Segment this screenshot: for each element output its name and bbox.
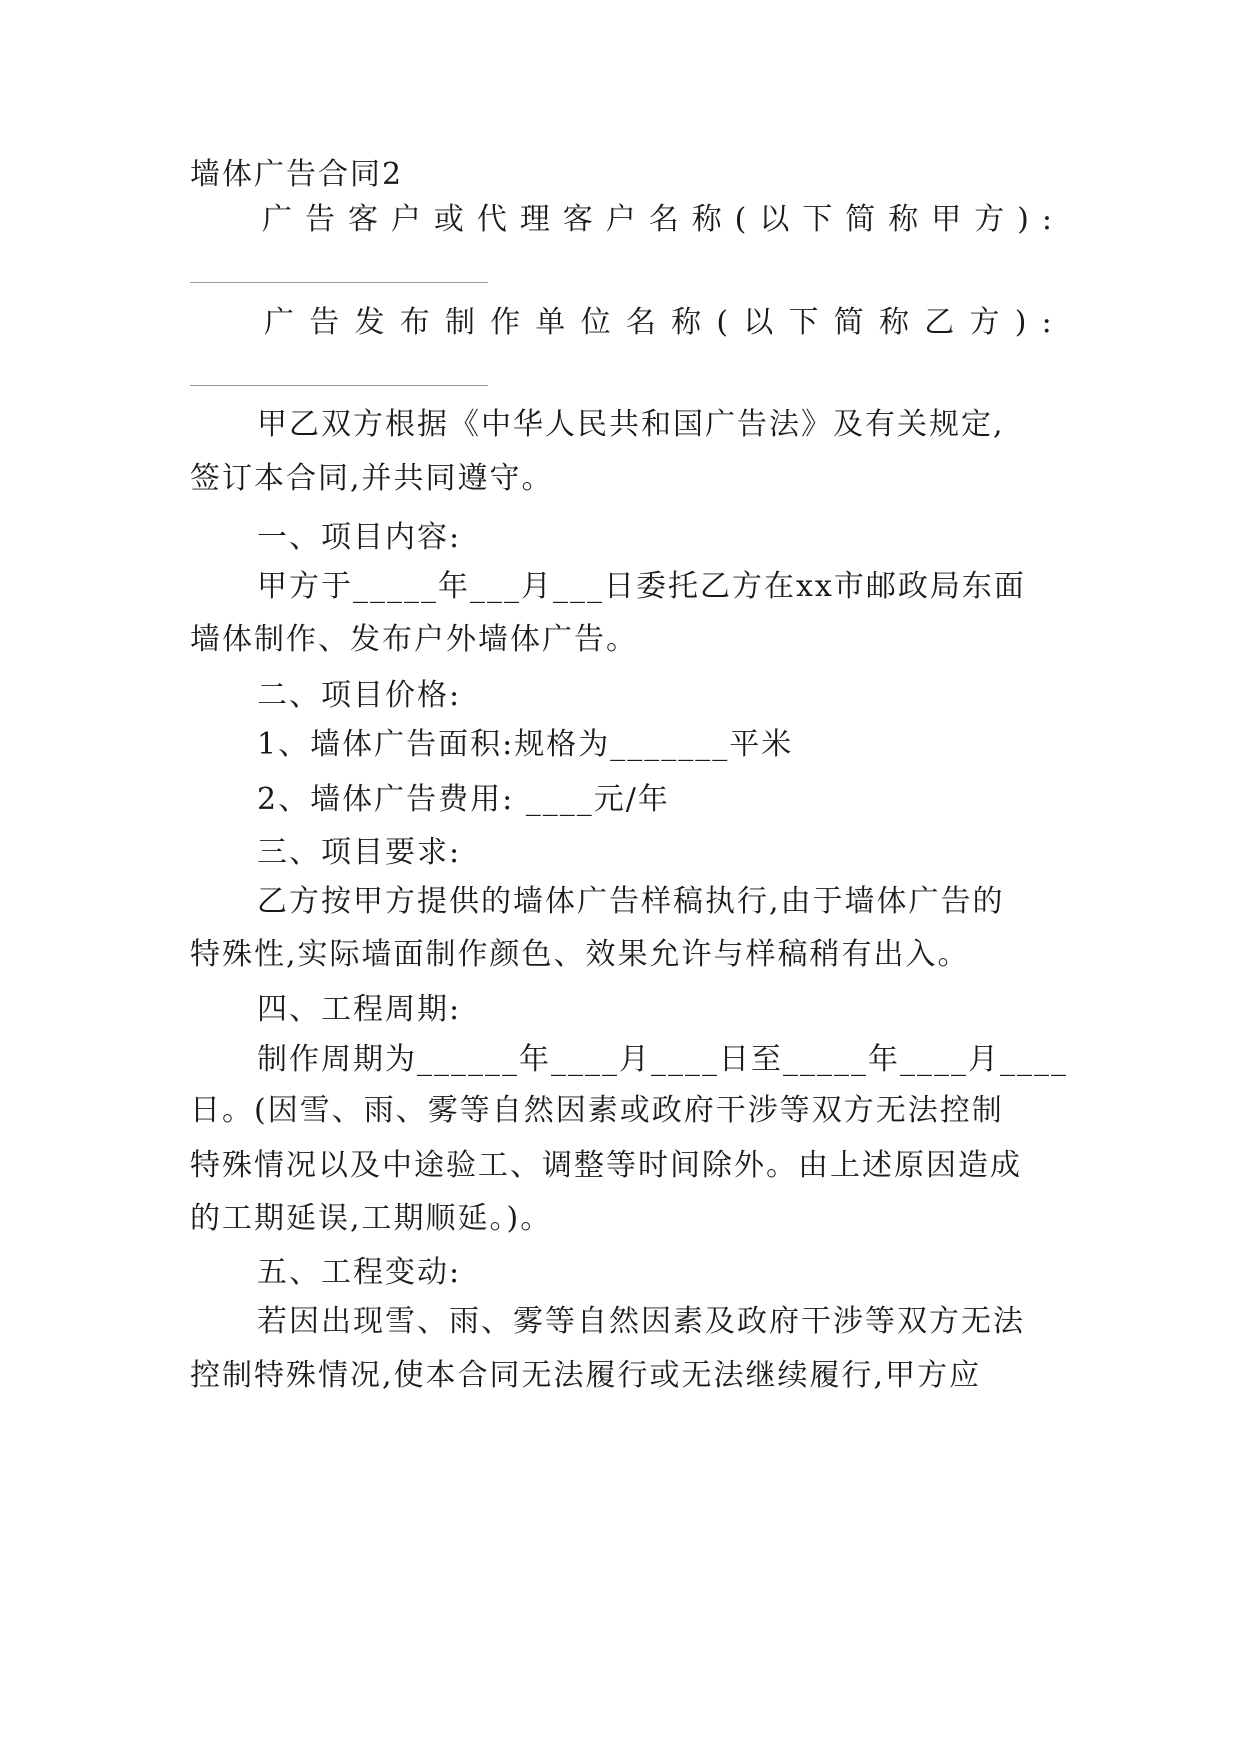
- label-char: 方: [974, 202, 1005, 237]
- body-line: 乙方按甲方提供的墙体广告样稿执行,由于墙体广告的: [257, 884, 1005, 919]
- label-char: ): [1014, 305, 1027, 340]
- label-char: 广: [264, 305, 294, 340]
- label-char: 简: [845, 202, 876, 237]
- section-heading: 三、项目要求:: [257, 835, 462, 870]
- body-line: 甲方于_____年___月___日委托乙方在xx市邮政局东面: [257, 569, 1026, 604]
- body-line: 制作周期为______年____月____日至_____年____月____: [257, 1042, 1068, 1077]
- label-char: 方: [969, 305, 1000, 340]
- body-line: 控制特殊情况,使本合同无法履行或无法继续履行,甲方应: [190, 1358, 982, 1393]
- label-char: 户: [605, 202, 636, 237]
- body-line: 特殊情况以及中途验工、调整等时间除外。由上述原因造成: [190, 1148, 1022, 1183]
- label-char: :: [1041, 202, 1052, 237]
- label-char: 单: [535, 305, 566, 340]
- section-heading: 二、项目价格:: [257, 678, 462, 713]
- label-char: 名: [625, 305, 656, 340]
- label-char: 甲: [931, 202, 962, 237]
- label-char: 位: [580, 305, 611, 340]
- document-title: 墙体广告合同2: [190, 157, 404, 192]
- label-char: 称: [888, 202, 919, 237]
- body-line: 日。(因雪、雨、雾等自然因素或政府干涉等双方无法控制: [190, 1093, 1004, 1128]
- label-char: 乙: [924, 305, 955, 340]
- label-char: (: [716, 305, 729, 340]
- label-char: 名: [648, 202, 679, 237]
- party-a-label: [262, 200, 1052, 240]
- body-line: 2、墙体广告费用: ____元/年: [257, 782, 670, 817]
- body-line: 若因出现雪、雨、雾等自然因素及政府干涉等双方无法: [257, 1304, 1025, 1339]
- label-char: 作: [490, 305, 521, 340]
- label-char: 下: [788, 305, 819, 340]
- label-char: 制: [444, 305, 475, 340]
- label-char: 告: [309, 305, 340, 340]
- label-char: ): [1017, 202, 1029, 237]
- section-heading: 四、工程周期:: [257, 992, 462, 1027]
- section-heading: 一、项目内容:: [257, 520, 462, 555]
- label-char: 客: [562, 202, 593, 237]
- label-char: 发: [354, 305, 385, 340]
- label-char: 简: [833, 305, 864, 340]
- body-line: 甲乙双方根据《中华人民共和国广告法》及有关规定,: [257, 407, 1005, 442]
- label-char: 称: [691, 202, 722, 237]
- label-char: 告: [304, 202, 335, 237]
- label-char: :: [1041, 305, 1052, 340]
- label-char: 客: [347, 202, 378, 237]
- label-char: 或: [433, 202, 464, 237]
- label-char: 称: [879, 305, 909, 340]
- label-char: 布: [399, 305, 430, 340]
- label-char: 下: [802, 202, 833, 237]
- body-line: 1、墙体广告面积:规格为_______平米: [257, 727, 794, 762]
- label-char: 广: [262, 202, 292, 237]
- label-char: (: [734, 202, 747, 237]
- label-char: 理: [519, 202, 550, 237]
- label-char: 以: [743, 305, 774, 340]
- party-a-name-blank: [190, 282, 488, 283]
- party-b-label: [264, 303, 1052, 343]
- label-char: 户: [390, 202, 421, 237]
- body-line: 签订本合同,并共同遵守。: [190, 461, 554, 496]
- body-line: 墙体制作、发布户外墙体广告。: [190, 622, 638, 657]
- section-heading: 五、工程变动:: [257, 1255, 462, 1290]
- label-char: 称: [671, 305, 702, 340]
- body-line: 的工期延误,工期顺延。)。: [190, 1201, 553, 1236]
- label-char: 代: [476, 202, 507, 237]
- label-char: 以: [759, 202, 790, 237]
- party-b-name-blank: [190, 385, 488, 386]
- body-line: 特殊性,实际墙面制作颜色、效果允许与样稿稍有出入。: [190, 937, 970, 972]
